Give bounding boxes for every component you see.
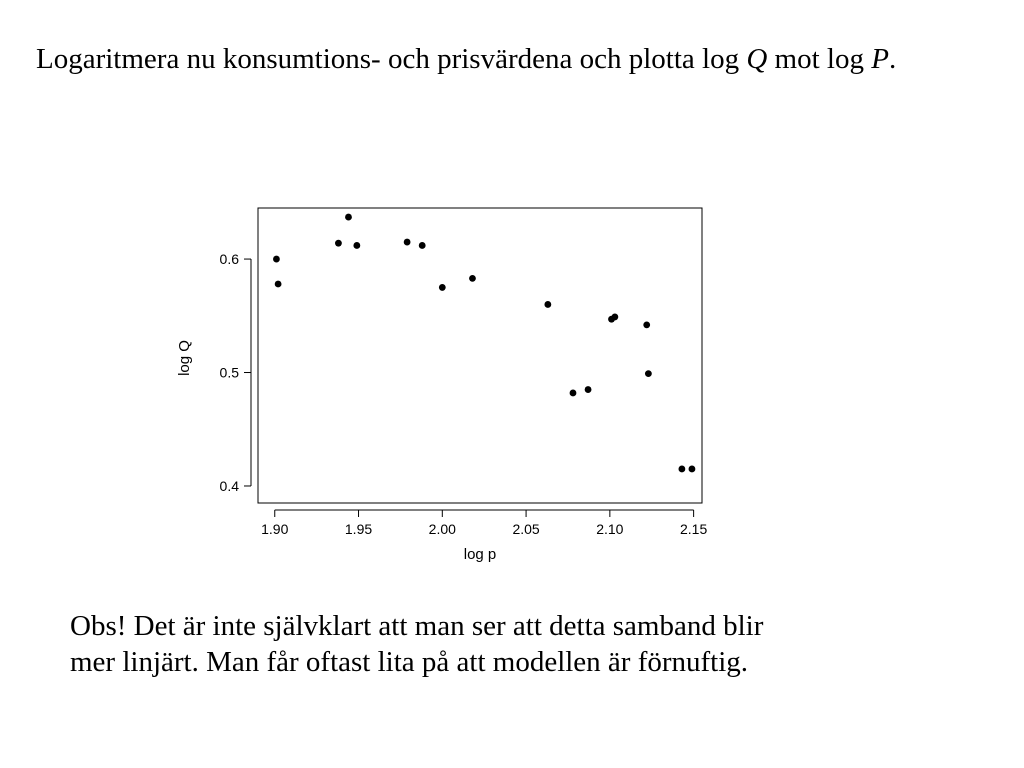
y-tick-label: 0.6 [219, 251, 239, 268]
y-axis [220, 251, 251, 494]
data-point [273, 256, 280, 263]
data-point [689, 466, 696, 473]
data-point [404, 239, 411, 246]
heading-text-1: Logaritmera nu konsumtions- och prisvärdena och plotta log [36, 43, 747, 75]
heading-text-3: . [888, 43, 897, 75]
note-text [70, 608, 950, 680]
data-point [439, 284, 446, 291]
x-tick-label: 2.10 [596, 521, 624, 537]
note-line-2: mer linjärt. Man får oftast lita på att modellen är förnuftig. [70, 646, 749, 678]
plot-frame [258, 208, 702, 503]
data-point [335, 240, 342, 247]
x-tick-label: 2.15 [679, 521, 708, 537]
heading-text-2: mot log [767, 43, 872, 75]
note-line-1: Obs! Det är inte självklart att man ser att detta samband blir [70, 610, 764, 642]
x-tick-label: 2.05 [512, 521, 540, 537]
heading-q-symbol: Q [746, 43, 768, 75]
data-point [643, 321, 650, 328]
data-point [419, 242, 426, 249]
data-point [570, 390, 577, 397]
x-tick-label: 2.00 [428, 521, 456, 537]
x-tick-label: 1.90 [261, 521, 289, 537]
data-point [469, 275, 476, 282]
data-point [585, 386, 592, 393]
heading-p-symbol: P [871, 43, 889, 75]
x-axis-label: log p [463, 546, 497, 563]
data-point [645, 370, 652, 377]
data-points [273, 214, 695, 473]
scatter-chart [165, 195, 715, 575]
y-tick-label: 0.4 [219, 477, 239, 494]
data-point [345, 214, 352, 221]
x-axis [261, 510, 707, 537]
slide-heading [36, 42, 976, 76]
data-point [275, 281, 282, 288]
y-tick-label: 0.5 [219, 364, 239, 381]
y-axis-label: log Q [176, 340, 193, 376]
x-tick-label: 1.95 [344, 521, 373, 537]
data-point [544, 301, 551, 308]
data-point [611, 314, 618, 321]
data-point [353, 242, 360, 249]
data-point [678, 466, 685, 473]
